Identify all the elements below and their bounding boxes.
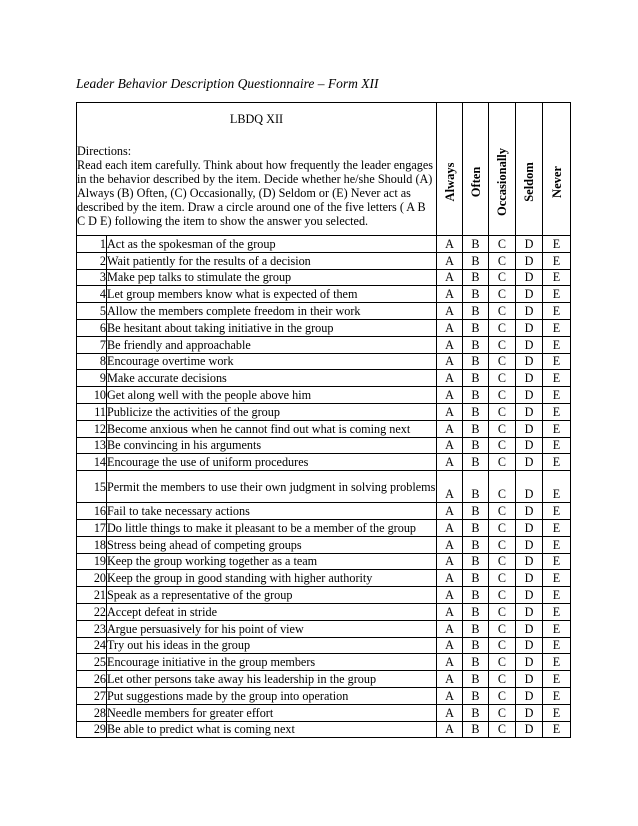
answer-option-a[interactable]: A [437,587,463,604]
answer-option-b[interactable]: B [463,236,489,253]
answer-option-d[interactable]: D [516,671,543,688]
answer-option-d[interactable]: D [516,236,543,253]
directions-text: Read each item carefully. Think about how frequently the leader engages in the behavior described by the item. Decide whether he/she Should (A) Always (B) Often, (C) Occasionally, (D) Seldom or (E) Never act as described by the item. Draw a circle around one of the five letters ( A B C D E) following the item to show the answer you selected. [77,158,434,228]
item-number: 3 [77,269,107,286]
answer-option-e[interactable]: E [543,570,571,587]
answer-option-c[interactable]: C [489,671,516,688]
table-row [77,269,571,286]
item-number: 10 [77,387,107,404]
answer-option-b[interactable]: B [463,654,489,671]
answer-option-d[interactable]: D [516,519,543,536]
item-number: 29 [77,721,107,738]
answer-option-e[interactable]: E [543,603,571,620]
table-row [77,536,571,553]
answer-option-e[interactable]: E [543,620,571,637]
answer-option-d[interactable]: D [516,420,543,437]
answer-option-e[interactable]: E [543,387,571,404]
answer-option-c[interactable]: C [489,536,516,553]
answer-option-e[interactable]: E [543,519,571,536]
answer-option-b[interactable]: B [463,319,489,336]
table-row [77,570,571,587]
item-text: Make accurate decisions [107,370,437,387]
table-row [77,454,571,471]
table-row [77,286,571,303]
table-row [77,704,571,721]
table-row [77,319,571,336]
answer-option-b[interactable]: B [463,471,489,503]
item-text: Be friendly and approachable [107,336,437,353]
answer-option-c[interactable]: C [489,286,516,303]
item-number: 26 [77,671,107,688]
item-number: 13 [77,437,107,454]
answer-option-e[interactable]: E [543,403,571,420]
answer-option-b[interactable]: B [463,286,489,303]
answer-option-c[interactable]: C [489,620,516,637]
answer-option-a[interactable]: A [437,603,463,620]
answer-option-e[interactable]: E [543,587,571,604]
answer-option-b[interactable]: B [463,420,489,437]
answer-option-a[interactable]: A [437,353,463,370]
item-text: Encourage overtime work [107,353,437,370]
answer-option-d[interactable]: D [516,687,543,704]
table-row [77,303,571,320]
table-row [77,387,571,404]
item-text: Fail to take necessary actions [107,503,437,520]
item-text: Wait patiently for the results of a decision [107,252,437,269]
column-header-never: Never [543,103,571,236]
answer-option-b[interactable]: B [463,637,489,654]
table-row [77,403,571,420]
item-number: 17 [77,519,107,536]
answer-option-c[interactable]: C [489,471,516,503]
answer-option-b[interactable]: B [463,671,489,688]
item-number: 23 [77,620,107,637]
item-number: 19 [77,553,107,570]
answer-option-d[interactable]: D [516,319,543,336]
item-number: 25 [77,654,107,671]
item-text: Encourage the use of uniform procedures [107,454,437,471]
answer-option-d[interactable]: D [516,353,543,370]
answer-option-b[interactable]: B [463,403,489,420]
answer-option-a[interactable]: A [437,519,463,536]
item-text: Try out his ideas in the group [107,637,437,654]
answer-option-a[interactable]: A [437,420,463,437]
answer-option-c[interactable]: C [489,269,516,286]
answer-option-e[interactable]: E [543,252,571,269]
answer-option-e[interactable]: E [543,721,571,738]
answer-option-c[interactable]: C [489,503,516,520]
form-name: LBDQ XII [229,112,284,126]
answer-option-a[interactable]: A [437,654,463,671]
answer-option-c[interactable]: C [489,387,516,404]
item-number: 22 [77,603,107,620]
item-number: 20 [77,570,107,587]
table-row [77,654,571,671]
answer-option-c[interactable]: C [489,587,516,604]
document-title: Leader Behavior Description Questionnaire – Form XII [76,76,379,91]
item-text: Be able to predict what is coming next [107,721,437,738]
answer-option-d[interactable]: D [516,387,543,404]
table-row [77,471,571,503]
answer-option-b[interactable]: B [463,269,489,286]
answer-option-a[interactable]: A [437,454,463,471]
answer-option-a[interactable]: A [437,303,463,320]
answer-option-d[interactable]: D [516,286,543,303]
answer-option-c[interactable]: C [489,637,516,654]
answer-option-b[interactable]: B [463,687,489,704]
answer-option-c[interactable]: C [489,420,516,437]
answer-option-b[interactable]: B [463,721,489,738]
answer-option-c[interactable]: C [489,519,516,536]
column-header-occasionally: Occasionally [489,103,516,236]
item-text: Accept defeat in stride [107,603,437,620]
answer-option-b[interactable]: B [463,704,489,721]
answer-option-c[interactable]: C [489,319,516,336]
answer-option-b[interactable]: B [463,336,489,353]
answer-option-a[interactable]: A [437,370,463,387]
item-number: 15 [77,471,107,503]
item-number: 2 [77,252,107,269]
table-row [77,420,571,437]
table-row [77,553,571,570]
answer-option-b[interactable]: B [463,519,489,536]
item-number: 8 [77,353,107,370]
header-row [77,103,571,236]
answer-option-a[interactable]: A [437,336,463,353]
answer-option-c[interactable]: C [489,236,516,253]
answer-option-c[interactable]: C [489,437,516,454]
answer-option-b[interactable]: B [463,536,489,553]
answer-option-b[interactable]: B [463,570,489,587]
table-row [77,519,571,536]
answer-option-d[interactable]: D [516,637,543,654]
answer-option-c[interactable]: C [489,303,516,320]
answer-option-b[interactable]: B [463,353,489,370]
column-header-often: Often [463,103,489,236]
answer-option-d[interactable]: D [516,269,543,286]
answer-option-e[interactable]: E [543,420,571,437]
answer-option-d[interactable]: D [516,437,543,454]
column-header-always: Always [437,103,463,236]
item-number: 6 [77,319,107,336]
answer-option-e[interactable]: E [543,236,571,253]
answer-option-b[interactable]: B [463,454,489,471]
answer-option-c[interactable]: C [489,603,516,620]
answer-option-e[interactable]: E [543,353,571,370]
item-text: Permit the members to use their own judgment in solving problems [107,471,437,503]
answer-option-b[interactable]: B [463,252,489,269]
item-number: 18 [77,536,107,553]
table-row [77,721,571,738]
answer-option-e[interactable]: E [543,671,571,688]
answer-option-c[interactable]: C [489,721,516,738]
table-row [77,587,571,604]
answer-option-a[interactable]: A [437,319,463,336]
item-text: Be hesitant about taking initiative in the group [107,319,437,336]
item-text: Allow the members complete freedom in their work [107,303,437,320]
answer-option-a[interactable]: A [437,236,463,253]
item-number: 24 [77,637,107,654]
answer-option-c[interactable]: C [489,553,516,570]
answer-option-e[interactable]: E [543,303,571,320]
answer-option-b[interactable]: B [463,387,489,404]
answer-option-b[interactable]: B [463,620,489,637]
table-row [77,620,571,637]
item-number: 16 [77,503,107,520]
item-text: Put suggestions made by the group into operation [107,687,437,704]
questionnaire-table [76,102,571,738]
answer-option-e[interactable]: E [543,704,571,721]
answer-option-d[interactable]: D [516,587,543,604]
item-number: 12 [77,420,107,437]
item-text: Keep the group working together as a team [107,553,437,570]
answer-option-a[interactable]: A [437,721,463,738]
column-header-seldom: Seldom [516,103,543,236]
item-text: Argue persuasively for his point of view [107,620,437,637]
answer-option-d[interactable]: D [516,654,543,671]
item-number: 5 [77,303,107,320]
answer-option-d[interactable]: D [516,252,543,269]
answer-option-a[interactable]: A [437,553,463,570]
answer-option-c[interactable]: C [489,370,516,387]
table-row [77,503,571,520]
answer-option-e[interactable]: E [543,319,571,336]
answer-option-b[interactable]: B [463,553,489,570]
answer-option-b[interactable]: B [463,503,489,520]
answer-option-c[interactable]: C [489,570,516,587]
directions-label: Directions: [77,144,132,158]
item-text: Become anxious when he cannot find out what is coming next [107,420,437,437]
answer-option-d[interactable]: D [516,370,543,387]
answer-option-d[interactable]: D [516,536,543,553]
table-row [77,370,571,387]
table-row [77,671,571,688]
item-text: Be convincing in his arguments [107,437,437,454]
item-number: 4 [77,286,107,303]
table-row [77,252,571,269]
answer-option-e[interactable]: E [543,536,571,553]
item-number: 14 [77,454,107,471]
answer-option-a[interactable]: A [437,471,463,503]
item-number: 1 [77,236,107,253]
answer-option-d[interactable]: D [516,471,543,503]
table-row [77,637,571,654]
answer-option-d[interactable]: D [516,503,543,520]
answer-option-d[interactable]: D [516,603,543,620]
answer-option-a[interactable]: A [437,671,463,688]
answer-option-d[interactable]: D [516,620,543,637]
answer-option-e[interactable]: E [543,454,571,471]
answer-option-e[interactable]: E [543,503,571,520]
answer-option-b[interactable]: B [463,370,489,387]
answer-option-d[interactable]: D [516,553,543,570]
item-text: Stress being ahead of competing groups [107,536,437,553]
item-number: 11 [77,403,107,420]
answer-option-a[interactable]: A [437,687,463,704]
item-number: 28 [77,704,107,721]
answer-option-e[interactable]: E [543,269,571,286]
answer-option-c[interactable]: C [489,454,516,471]
answer-option-e[interactable]: E [543,471,571,503]
item-text: Encourage initiative in the group members [107,654,437,671]
answer-option-a[interactable]: A [437,269,463,286]
item-text: Act as the spokesman of the group [107,236,437,253]
answer-option-e[interactable]: E [543,553,571,570]
answer-option-b[interactable]: B [463,303,489,320]
item-text: Do little things to make it pleasant to be a member of the group [107,519,437,536]
answer-option-c[interactable]: C [489,654,516,671]
table-row [77,437,571,454]
answer-option-e[interactable]: E [543,286,571,303]
answer-option-a[interactable]: A [437,570,463,587]
answer-option-d[interactable]: D [516,336,543,353]
answer-option-a[interactable]: A [437,503,463,520]
answer-option-e[interactable]: E [543,336,571,353]
answer-option-b[interactable]: B [463,603,489,620]
answer-option-a[interactable]: A [437,704,463,721]
item-text: Let other persons take away his leadership in the group [107,671,437,688]
answer-option-a[interactable]: A [437,403,463,420]
table-row [77,353,571,370]
answer-option-c[interactable]: C [489,704,516,721]
answer-option-c[interactable]: C [489,353,516,370]
answer-option-e[interactable]: E [543,637,571,654]
item-text: Make pep talks to stimulate the group [107,269,437,286]
answer-option-d[interactable]: D [516,704,543,721]
item-text: Keep the group in good standing with higher authority [107,570,437,587]
item-number: 9 [77,370,107,387]
answer-option-a[interactable]: A [437,536,463,553]
item-text: Needle members for greater effort [107,704,437,721]
item-text: Speak as a representative of the group [107,587,437,604]
answer-option-b[interactable]: B [463,587,489,604]
item-number: 21 [77,587,107,604]
answer-option-d[interactable]: D [516,570,543,587]
answer-option-d[interactable]: D [516,454,543,471]
table-row [77,336,571,353]
table-row [77,236,571,253]
item-number: 27 [77,687,107,704]
item-text: Get along well with the people above him [107,387,437,404]
item-number: 7 [77,336,107,353]
answer-option-c[interactable]: C [489,252,516,269]
table-row [77,603,571,620]
answer-option-d[interactable]: D [516,303,543,320]
item-text: Publicize the activities of the group [107,403,437,420]
answer-option-a[interactable]: A [437,620,463,637]
directions-cell [77,103,437,236]
item-text: Let group members know what is expected of them [107,286,437,303]
answer-option-c[interactable]: C [489,403,516,420]
answer-option-a[interactable]: A [437,637,463,654]
answer-option-b[interactable]: B [463,437,489,454]
answer-option-c[interactable]: C [489,687,516,704]
answer-option-e[interactable]: E [543,687,571,704]
answer-option-a[interactable]: A [437,437,463,454]
answer-option-c[interactable]: C [489,336,516,353]
answer-option-e[interactable]: E [543,437,571,454]
answer-option-e[interactable]: E [543,370,571,387]
answer-option-e[interactable]: E [543,654,571,671]
table-row [77,687,571,704]
answer-option-d[interactable]: D [516,403,543,420]
answer-option-a[interactable]: A [437,387,463,404]
answer-option-a[interactable]: A [437,252,463,269]
answer-option-a[interactable]: A [437,286,463,303]
answer-option-d[interactable]: D [516,721,543,738]
